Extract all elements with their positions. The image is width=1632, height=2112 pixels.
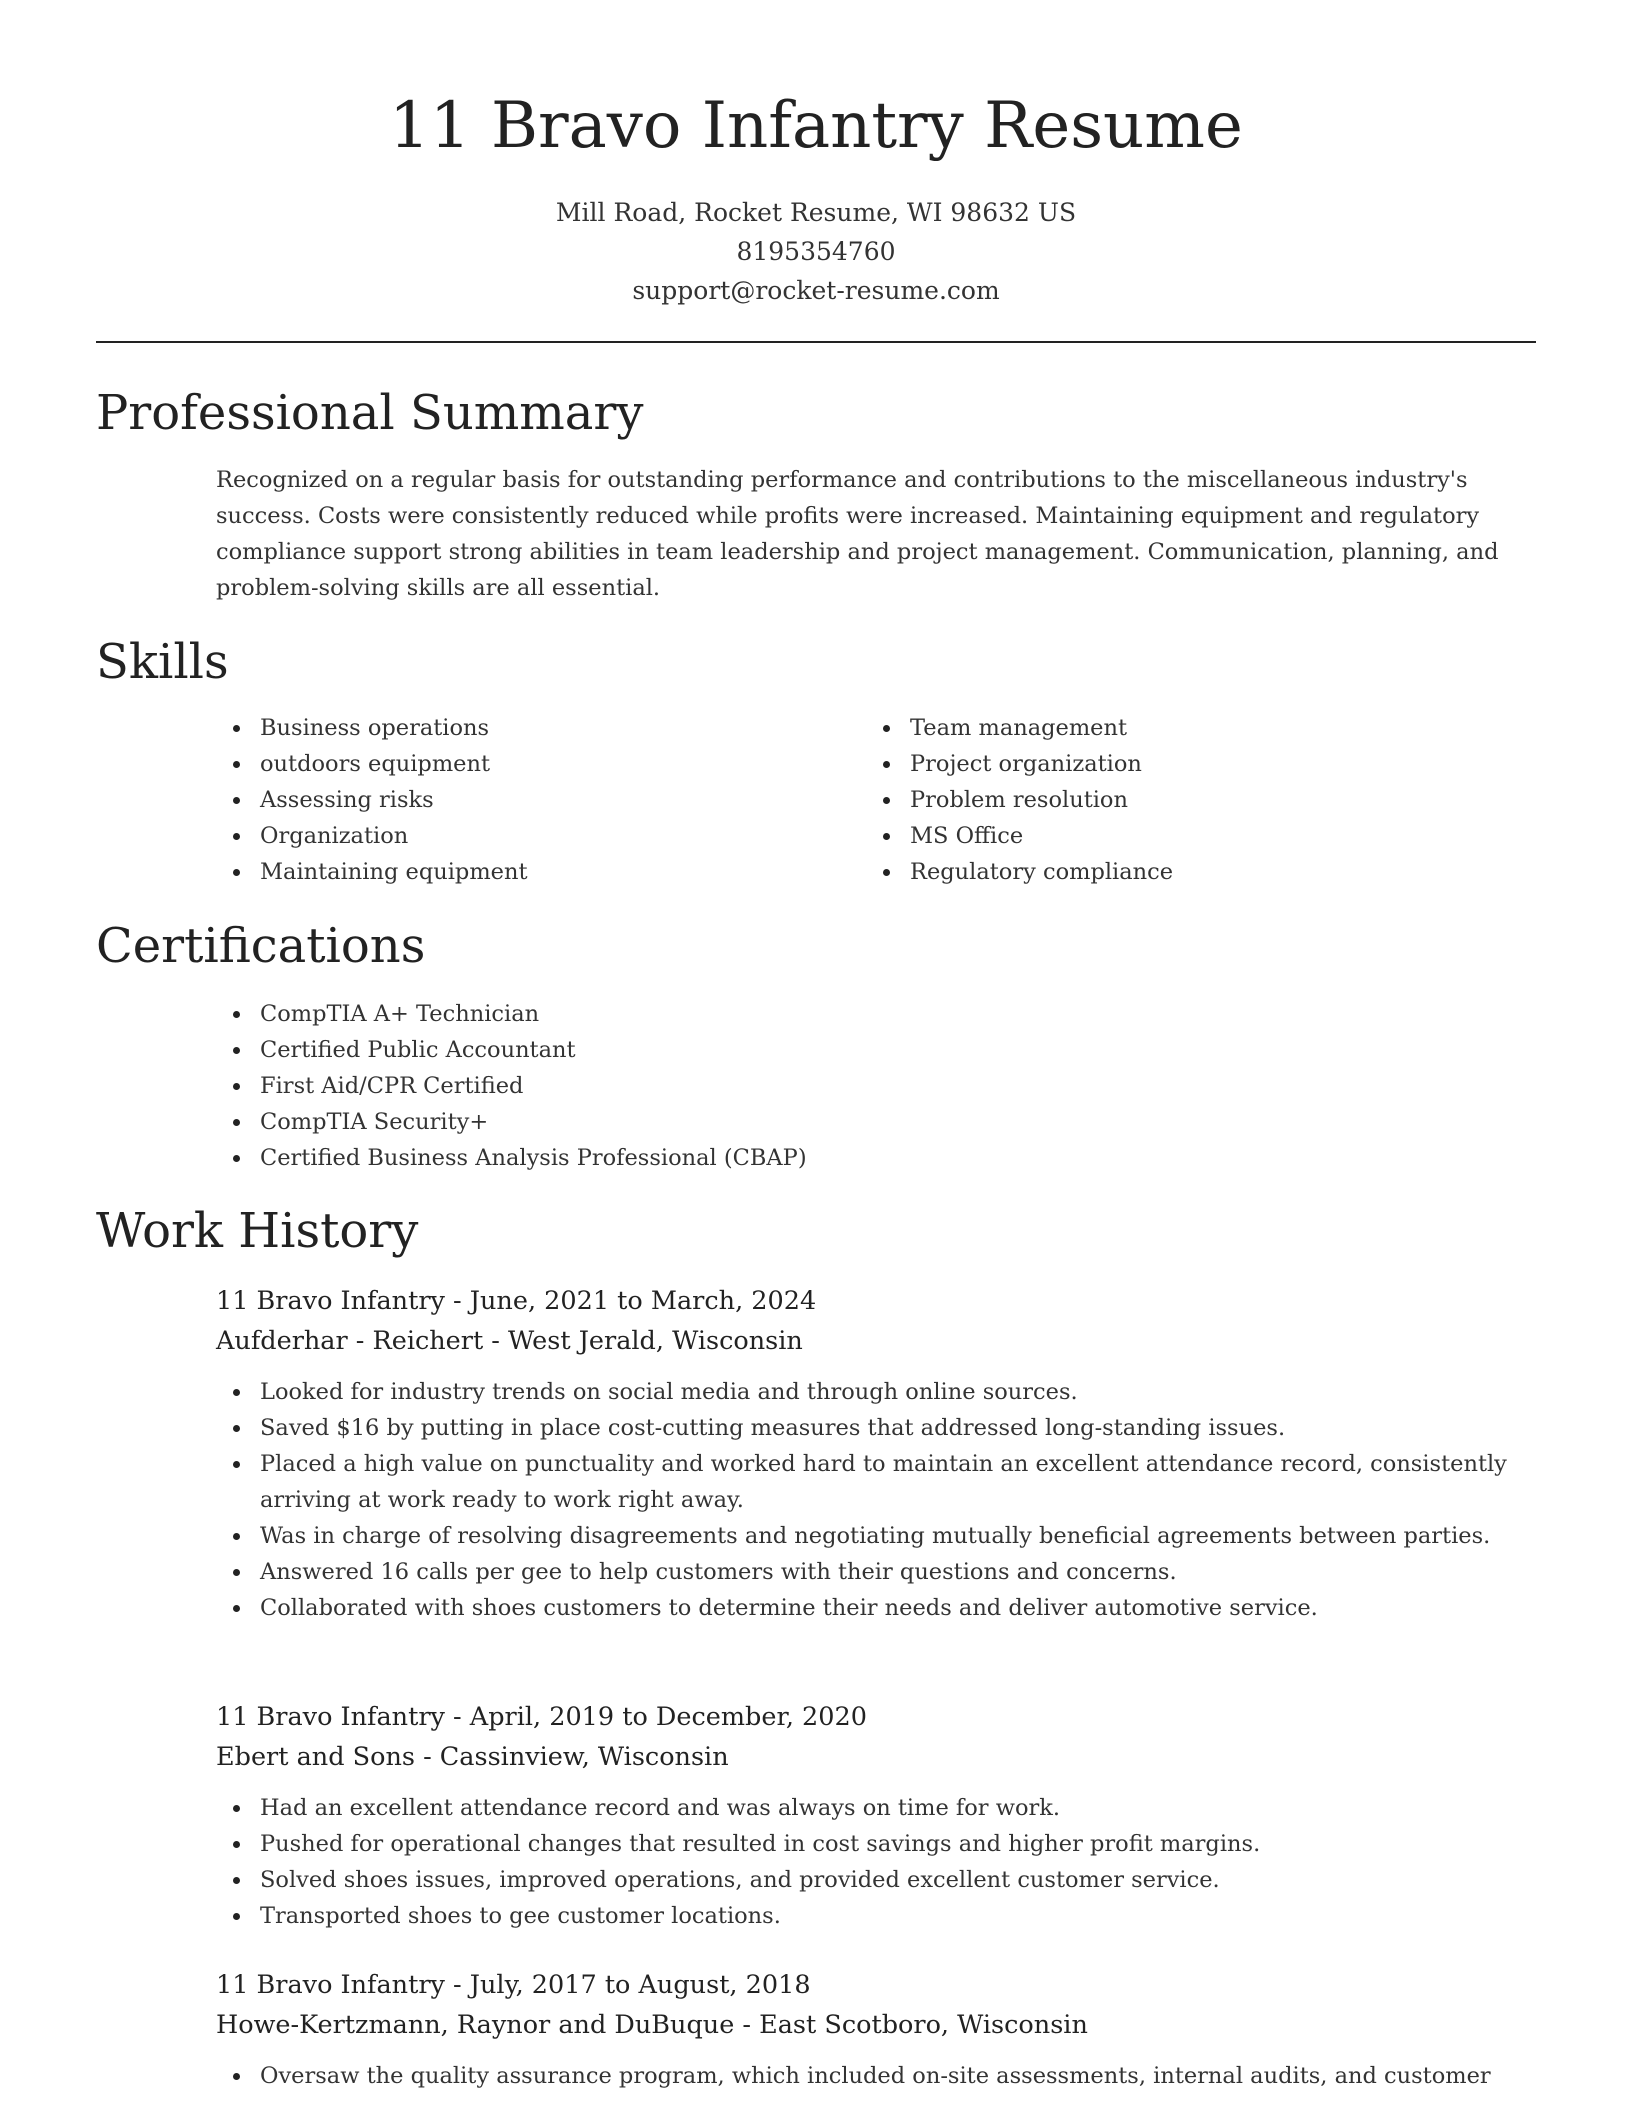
job-bullets	[216, 1374, 1536, 1626]
list-item: Assessing risks	[260, 782, 528, 818]
job-bullets	[216, 1790, 1536, 1934]
list-item: Oversaw the quality assurance program, which included on-site assessments, internal audits, and customer	[260, 2058, 1491, 2094]
summary-text: Recognized on a regular basis for outstanding performance and contributions to the miscellaneous industry's success. Costs were consistently reduced while profits were increased. Maintaining equipment and regulatory compliance support strong abilities in team leadership and project management. Communication, planning, and problem-solving skills are all essential.	[216, 467, 1499, 601]
contact-email: support@rocket-resume.com	[632, 276, 1000, 305]
list-item: CompTIA Security+	[260, 1104, 807, 1140]
list-item: Project organization	[910, 746, 1173, 782]
list-item: Solved shoes issues, improved operations, and provided excellent customer service.	[260, 1862, 1536, 1898]
job-header	[216, 1281, 1536, 1361]
job-role-dates: 11 Bravo Infantry - July, 2017 to August, 2018	[216, 1970, 811, 2000]
list-item: Had an excellent attendance record and was always on time for work.	[260, 1790, 1536, 1826]
list-item: Certified Public Accountant	[260, 1032, 807, 1068]
contact-address: Mill Road, Rocket Resume, WI 98632 US	[555, 198, 1077, 227]
job-role-dates: 11 Bravo Infantry - June, 2021 to March, 2024	[216, 1286, 817, 1316]
list-item: Organization	[260, 818, 528, 854]
list-item: Was in charge of resolving disagreements and negotiating mutually beneficial agreements between parties.	[260, 1518, 1536, 1554]
list-item: Maintaining equipment	[260, 854, 528, 890]
list-item: Answered 16 calls per gee to help customers with their questions and concerns.	[260, 1554, 1536, 1590]
list-item: Transported shoes to gee customer locations.	[260, 1898, 1536, 1934]
contact-phone: 8195354760	[736, 237, 896, 266]
list-item: Team management	[910, 710, 1173, 746]
list-item: Regulatory compliance	[910, 854, 1173, 890]
skills-list-right	[866, 710, 1173, 890]
list-item: Looked for industry trends on social media and through online sources.	[260, 1374, 1536, 1410]
job-header	[216, 1965, 1536, 2045]
list-item: First Aid/CPR Certified	[260, 1068, 807, 1104]
job-role-dates: 11 Bravo Infantry - April, 2019 to December, 2020	[216, 1702, 867, 1732]
resume-title: 11 Bravo Infantry Resume	[389, 89, 1243, 163]
list-item: Collaborated with shoes customers to determine their needs and deliver automotive service.	[260, 1590, 1536, 1626]
section-title-summary: Professional Summary	[96, 385, 644, 441]
list-item: Business operations	[260, 710, 528, 746]
list-item: Certified Business Analysis Professional (CBAP)	[260, 1140, 807, 1176]
list-item: Saved $16 by putting in place cost-cutting measures that addressed long-standing issues.	[260, 1410, 1536, 1446]
job-company-location: Ebert and Sons - Cassinview, Wisconsin	[216, 1742, 729, 1772]
section-title-certifications: Certifications	[96, 918, 426, 974]
list-item: MS Office	[910, 818, 1173, 854]
contact-block	[0, 193, 1632, 310]
list-item: Placed a high value on punctuality and worked hard to maintain an excellent attendance record, consistently arriving at work ready to work right away.	[260, 1446, 1536, 1518]
header-divider	[96, 341, 1536, 343]
list-item: CompTIA A+ Technician	[260, 996, 807, 1032]
list-item: Problem resolution	[910, 782, 1173, 818]
job-bullets	[216, 2058, 1491, 2094]
section-title-skills: Skills	[96, 634, 229, 690]
skills-list-left	[216, 710, 528, 890]
list-item: outdoors equipment	[260, 746, 528, 782]
job-company-location: Howe-Kertzmann, Raynor and DuBuque - East Scotboro, Wisconsin	[216, 2010, 1088, 2040]
job-company-location: Aufderhar - Reichert - West Jerald, Wisconsin	[216, 1326, 803, 1356]
job-header	[216, 1697, 1536, 1777]
certifications-list	[216, 996, 807, 1176]
section-title-work-history: Work History	[96, 1203, 419, 1259]
list-item: Pushed for operational changes that resulted in cost savings and higher profit margins.	[260, 1826, 1536, 1862]
